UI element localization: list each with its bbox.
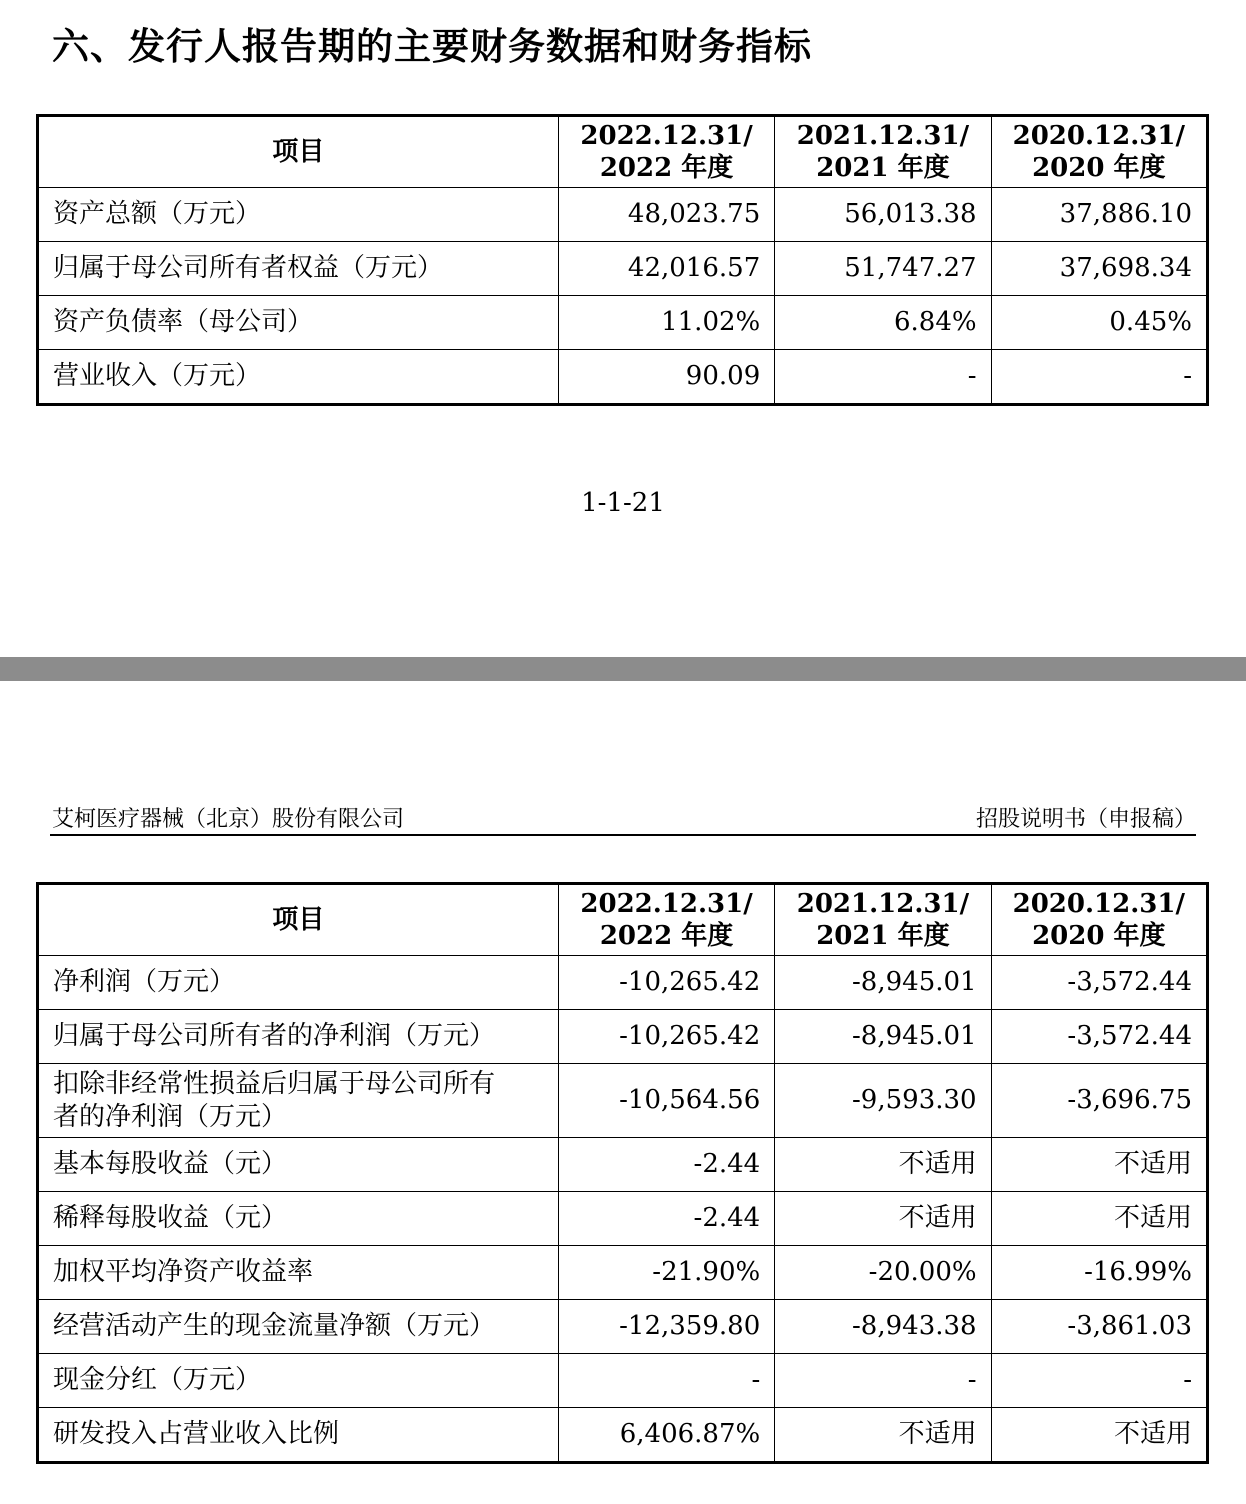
value-2020: 不适用 (991, 1408, 1207, 1463)
financial-table-balance (36, 114, 1209, 406)
row-label: 营业收入（万元） (38, 350, 559, 405)
column-header-2021: 2021.12.31/ 2021 年度 (775, 884, 991, 956)
value-2022: -10,564.56 (558, 1064, 774, 1138)
table-header-row (38, 884, 1208, 956)
value-2020: -16.99% (991, 1246, 1207, 1300)
row-label: 稀释每股收益（元） (38, 1192, 559, 1246)
value-2022: -10,265.42 (558, 956, 774, 1010)
value-2022: - (558, 1354, 774, 1408)
row-label: 经营活动产生的现金流量净额（万元） (38, 1300, 559, 1354)
row-label: 现金分红（万元） (38, 1354, 559, 1408)
value-2020: -3,572.44 (991, 1010, 1207, 1064)
value-2020: -3,861.03 (991, 1300, 1207, 1354)
column-header-2020: 2020.12.31/ 2020 年度 (991, 884, 1207, 956)
row-label: 资产总额（万元） (38, 188, 559, 242)
value-2022: -10,265.42 (558, 1010, 774, 1064)
table-row (38, 296, 1208, 350)
value-2021: 51,747.27 (775, 242, 991, 296)
column-header-2020: 2020.12.31/ 2020 年度 (991, 116, 1207, 188)
value-2021: -9,593.30 (775, 1064, 991, 1138)
value-2021: -8,945.01 (775, 1010, 991, 1064)
table-row (38, 1064, 1208, 1138)
value-2020: 不适用 (991, 1192, 1207, 1246)
value-2022: -12,359.80 (558, 1300, 774, 1354)
value-2021: 不适用 (775, 1138, 991, 1192)
value-2021: 不适用 (775, 1192, 991, 1246)
running-header (50, 800, 1196, 836)
row-label: 加权平均净资产收益率 (38, 1246, 559, 1300)
value-2022: 6,406.87% (558, 1408, 774, 1463)
table-row (38, 1138, 1208, 1192)
column-header-item: 项目 (38, 884, 559, 956)
table-row (38, 956, 1208, 1010)
column-header-item: 项目 (38, 116, 559, 188)
value-2021: 不适用 (775, 1408, 991, 1463)
row-label: 基本每股收益（元） (38, 1138, 559, 1192)
value-2021: -20.00% (775, 1246, 991, 1300)
value-2022: -2.44 (558, 1138, 774, 1192)
table-row (38, 1010, 1208, 1064)
value-2021: -8,943.38 (775, 1300, 991, 1354)
table-row (38, 1246, 1208, 1300)
value-2021: -8,945.01 (775, 956, 991, 1010)
value-2021: - (775, 1354, 991, 1408)
company-name: 艾柯医疗器械（北京）股份有限公司 (52, 807, 405, 832)
table-row (38, 1300, 1208, 1354)
table-row (38, 188, 1208, 242)
value-2022: 11.02% (558, 296, 774, 350)
value-2022: 90.09 (558, 350, 774, 405)
row-label: 归属于母公司所有者的净利润（万元） (38, 1010, 559, 1064)
table-row (38, 350, 1208, 405)
row-label: 资产负债率（母公司） (38, 296, 559, 350)
row-label: 研发投入占营业收入比例 (38, 1408, 559, 1463)
value-2020: -3,572.44 (991, 956, 1207, 1010)
value-2020: 37,886.10 (991, 188, 1207, 242)
table-header-row (38, 116, 1208, 188)
value-2020: 0.45% (991, 296, 1207, 350)
value-2022: -21.90% (558, 1246, 774, 1300)
value-2020: - (991, 1354, 1207, 1408)
value-2020: 37,698.34 (991, 242, 1207, 296)
financial-table-income (36, 882, 1209, 1464)
page-separator (0, 657, 1246, 681)
table-row (38, 1192, 1208, 1246)
page-upper (0, 0, 1246, 657)
value-2021: 6.84% (775, 296, 991, 350)
row-label: 扣除非经常性损益后归属于母公司所有 者的净利润（万元） (38, 1064, 559, 1138)
table-row (38, 1354, 1208, 1408)
value-2020: 不适用 (991, 1138, 1207, 1192)
value-2022: -2.44 (558, 1192, 774, 1246)
section-title: 六、发行人报告期的主要财务数据和财务指标 (52, 25, 812, 68)
column-header-2021: 2021.12.31/ 2021 年度 (775, 116, 991, 188)
value-2022: 48,023.75 (558, 188, 774, 242)
value-2020: - (991, 350, 1207, 405)
column-header-2022: 2022.12.31/ 2022 年度 (558, 884, 774, 956)
document-name: 招股说明书（申报稿） (975, 807, 1196, 832)
row-label: 净利润（万元） (38, 956, 559, 1010)
row-label: 归属于母公司所有者权益（万元） (38, 242, 559, 296)
table-row (38, 242, 1208, 296)
value-2022: 42,016.57 (558, 242, 774, 296)
column-header-2022: 2022.12.31/ 2022 年度 (558, 116, 774, 188)
value-2020: -3,696.75 (991, 1064, 1207, 1138)
value-2021: - (775, 350, 991, 405)
page-number: 1-1-21 (581, 488, 665, 518)
table-row (38, 1408, 1208, 1463)
value-2021: 56,013.38 (775, 188, 991, 242)
